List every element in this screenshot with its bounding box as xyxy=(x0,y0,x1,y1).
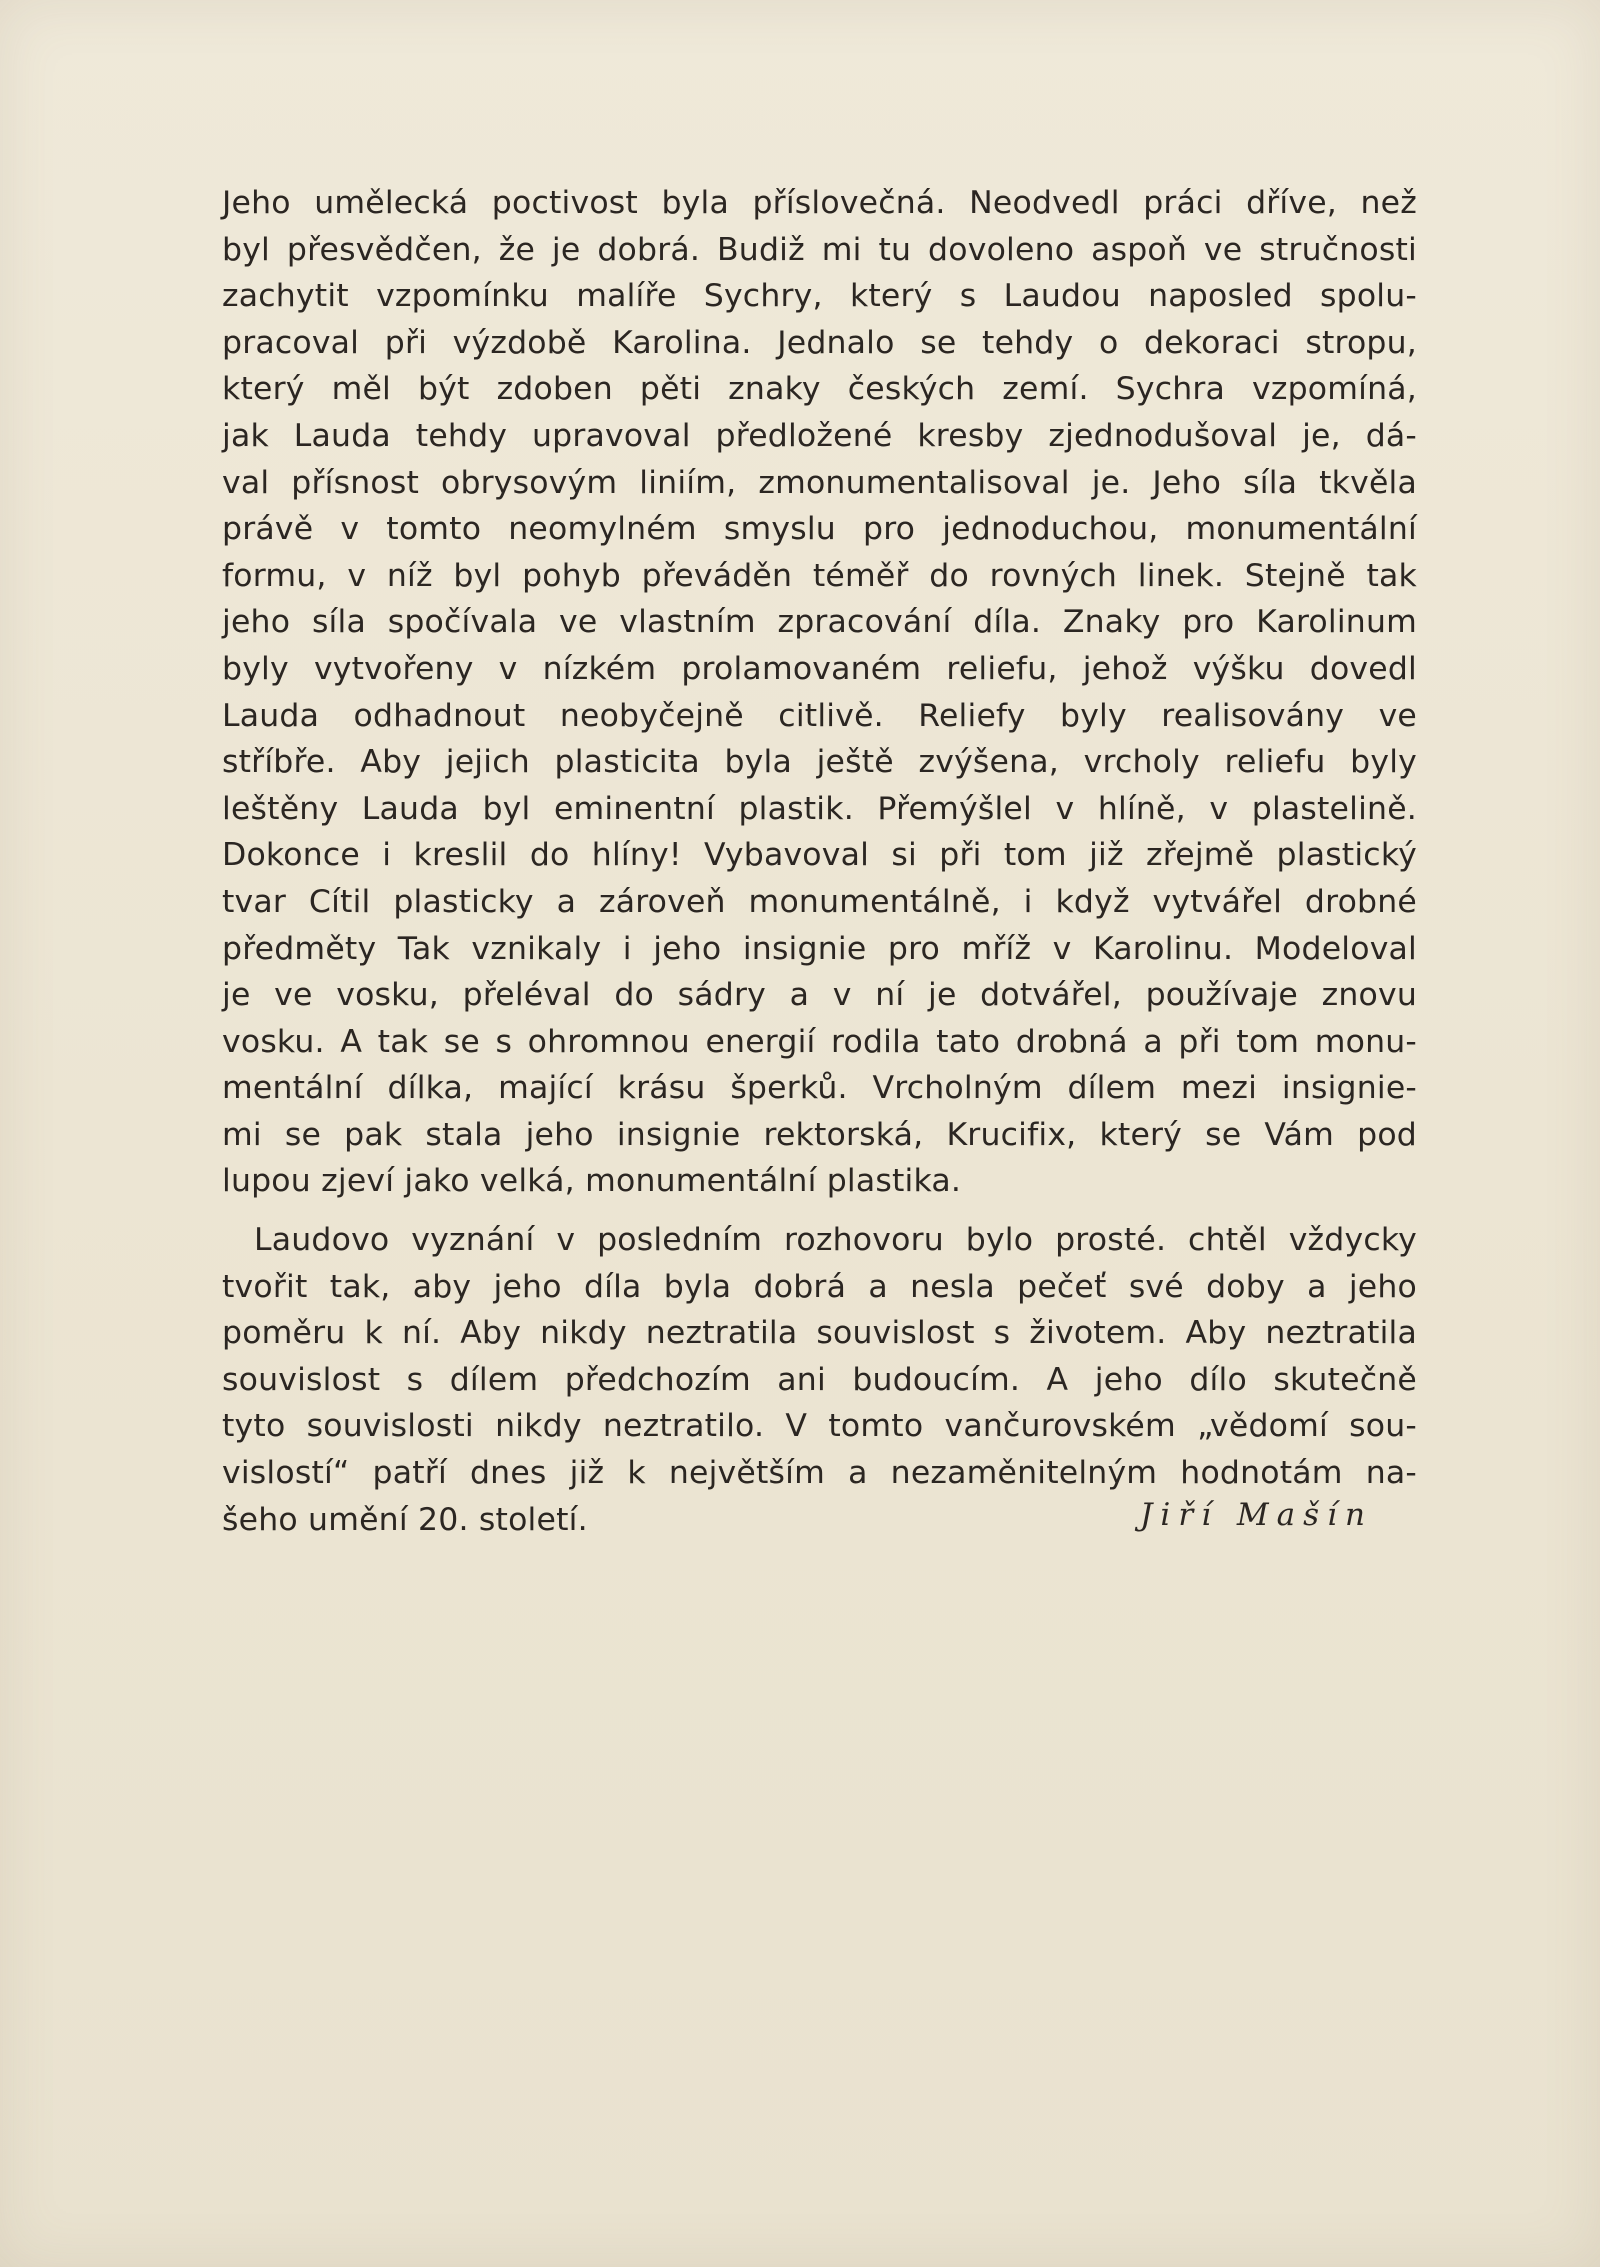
text-line: val přísnost obrysovým liniím, zmonumentalisoval je. Jeho síla tkvěla xyxy=(222,464,1417,501)
text-line: Laudovo vyznání v posledním rozhovoru bylo prosté. chtěl vždycky xyxy=(254,1222,1417,1259)
text-line: poměru k ní. Aby nikdy neztratila souvislost s životem. Aby neztratila xyxy=(222,1315,1417,1352)
text-line: Jeho umělecká poctivost byla příslovečná. Neodvedl práci dříve, než xyxy=(222,185,1417,221)
paragraph-gap xyxy=(222,1205,1417,1217)
text-line: tvar Cítil plasticky a zároveň monumentálně, i když vytvářel drobné xyxy=(222,883,1417,920)
paragraph-2 xyxy=(222,1217,1417,1543)
text-line: jeho síla spočívala ve vlastním zpracování díla. Znaky pro Karolinum xyxy=(222,604,1417,641)
text-line: pracoval při výzdobě Karolina. Jednalo se tehdy o dekoraci stropu, xyxy=(222,324,1417,361)
paragraph-1 xyxy=(222,180,1417,1205)
text-line: lupou zjeví jako velká, monumentální plastika. xyxy=(222,1163,962,1200)
body-text xyxy=(222,180,1417,1543)
text-line: tyto souvislosti nikdy neztratilo. V tomto vančurovském „vědomí sou- xyxy=(222,1408,1417,1445)
text-line: mi se pak stala jeho insignie rektorská, Krucifix, který se Vám pod xyxy=(222,1116,1417,1153)
text-line: Lauda odhadnout neobyčejně citlivě. Reliefy byly realisovány ve xyxy=(222,697,1417,734)
text-line: stříbře. Aby jejich plasticita byla ještě zvýšena, vrcholy reliefu byly xyxy=(222,744,1417,781)
text-line: který měl být zdoben pěti znaky českých zemí. Sychra vzpomíná, xyxy=(222,371,1417,408)
text-line: formu, v níž byl pohyb převáděn téměř do rovných linek. Stejně tak xyxy=(222,557,1417,594)
author-signature: Jiří Mašín xyxy=(1140,1497,1373,1533)
text-line: šeho umění 20. století. xyxy=(222,1501,588,1538)
text-line: byly vytvořeny v nízkém prolamovaném reliefu, jehož výšku dovedl xyxy=(222,650,1417,687)
text-line: souvislost s dílem předchozím ani budoucím. A jeho dílo skutečně xyxy=(222,1361,1417,1398)
text-line: jak Lauda tehdy upravoval předložené kresby zjednodušoval je, dá- xyxy=(222,417,1417,454)
text-line: právě v tomto neomylném smyslu pro jednoduchou, monumentální xyxy=(222,511,1417,548)
text-line: mentální dílka, mající krásu šperků. Vrcholným dílem mezi insignie- xyxy=(222,1070,1417,1107)
text-line: vislostí“ patří dnes již k největším a nezaměnitelným hodnotám na- xyxy=(222,1455,1417,1492)
text-line: byl přesvědčen, že je dobrá. Budiž mi tu dovoleno aspoň ve stručnosti xyxy=(222,231,1417,268)
text-line: Dokonce i kreslil do hlíny! Vybavoval si při tom již zřejmě plastický xyxy=(222,837,1417,874)
text-line: leštěny Lauda byl eminentní plastik. Přemýšlel v hlíně, v plastelině. xyxy=(222,790,1417,827)
text-line: je ve vosku, přeléval do sádry a v ní je dotvářel, používaje znovu xyxy=(222,977,1417,1014)
text-line: zachytit vzpomínku malíře Sychry, který s Laudou naposled spolu- xyxy=(222,278,1417,315)
text-line: předměty Tak vznikaly i jeho insignie pro mříž v Karolinu. Modeloval xyxy=(222,930,1417,967)
text-line: vosku. A tak se s ohromnou energií rodila tato drobná a při tom monu- xyxy=(222,1023,1417,1060)
text-line: tvořit tak, aby jeho díla byla dobrá a nesla pečeť své doby a jeho xyxy=(222,1268,1417,1305)
